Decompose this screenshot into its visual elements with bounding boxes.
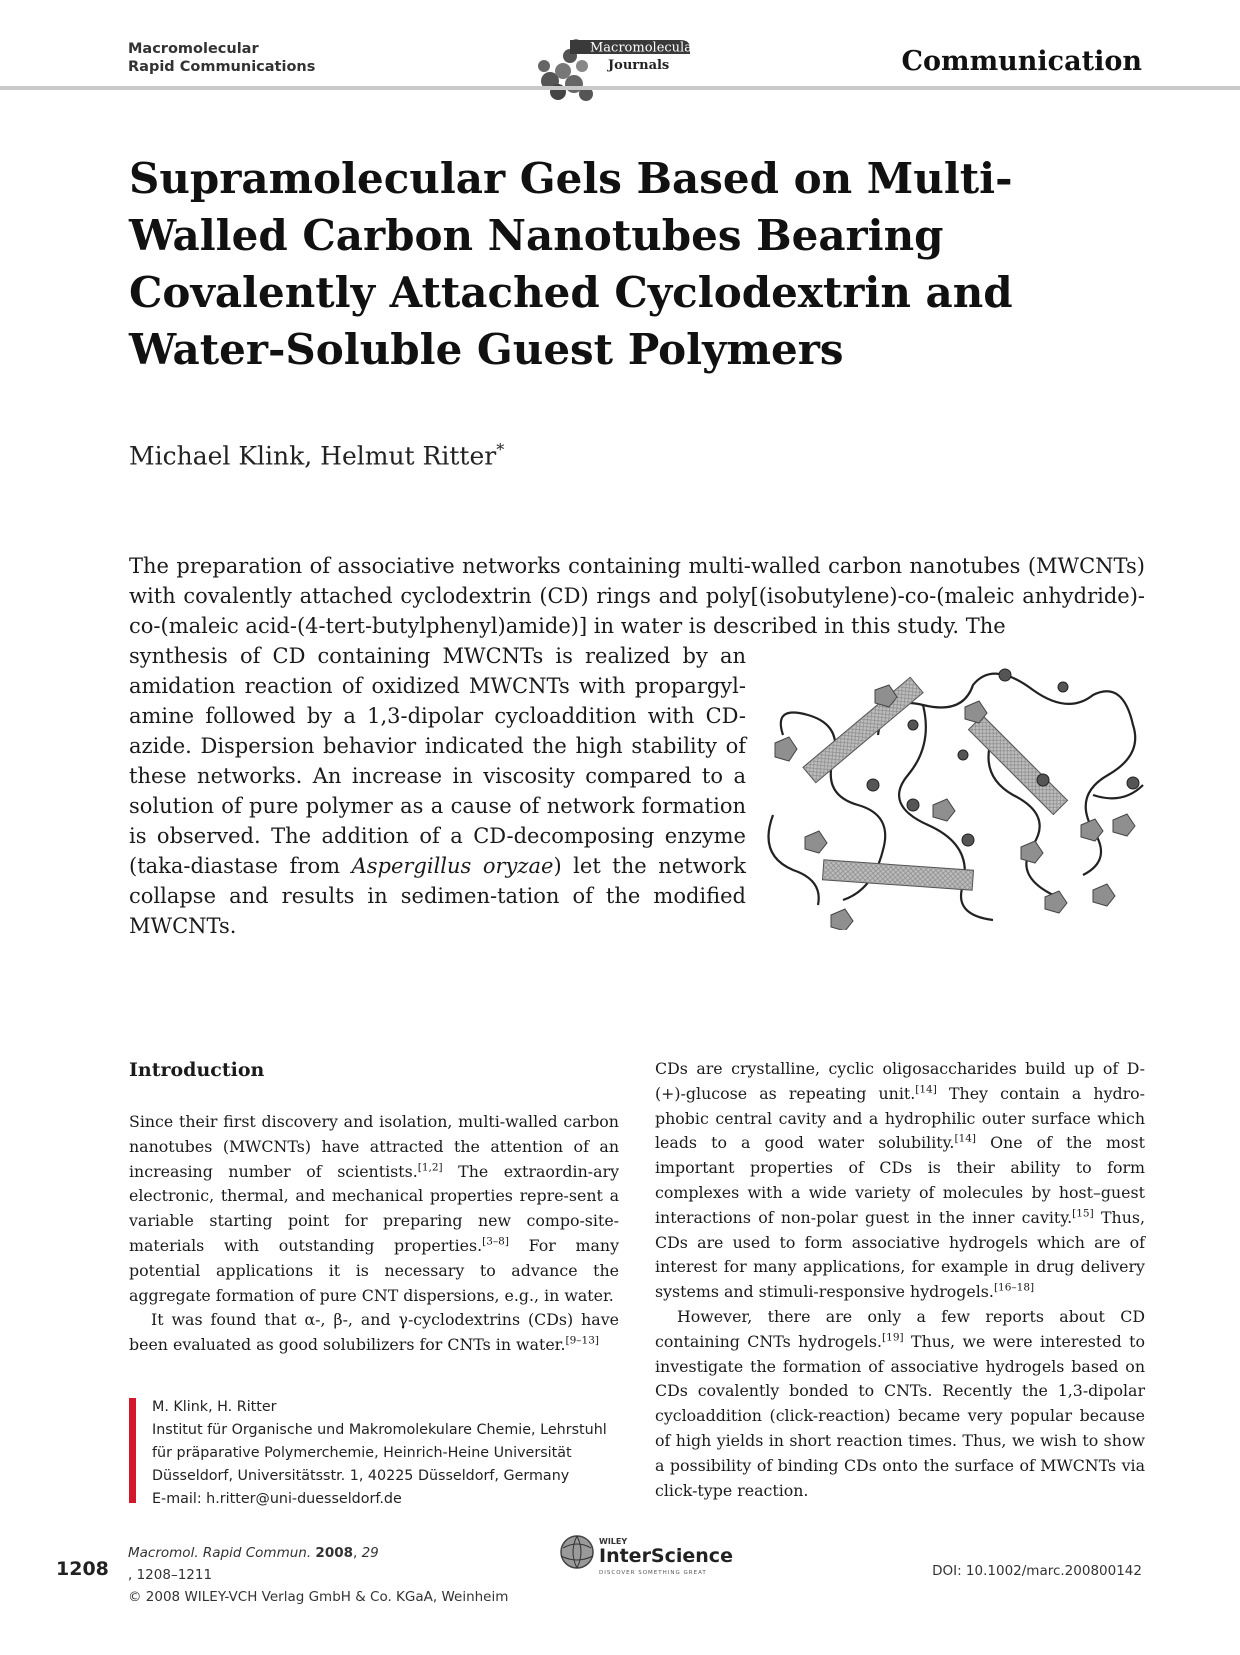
- footer-volume: 29: [361, 1545, 379, 1561]
- abstract-full-width: The preparation of associative networks containing multi-walled carbon nanotubes (MWCNTs) with covalently attached cyclodextrin (CD) rings and poly[(isobutylene)-co-(maleic anhydride)-co-(maleic acid-(4-tert-butylphenyl)amide)] in water is described in this study. The: [129, 554, 1145, 638]
- graphical-abstract-figure: [763, 665, 1158, 930]
- affiliation-line-2: für präparative Polymerchemie, Heinrich-Heine Universität: [152, 1445, 572, 1461]
- intro-p2-text: It was found that α-, β-, and γ-cyclodextrins (CDs) have been evaluated as good solubilizers for CNTs in water.: [129, 1310, 619, 1355]
- logo-text-line2: Journals: [608, 58, 670, 73]
- footer-pages: , 1208–1211: [128, 1567, 213, 1583]
- publisher-small: WILEY: [599, 1537, 628, 1546]
- publisher-tagline: DISCOVER SOMETHING GREAT: [599, 1570, 707, 1576]
- right-paragraph-2: [655, 1305, 1145, 1503]
- body-column-left: [129, 1057, 619, 1358]
- abstract-species: Aspergillus oryzae: [351, 854, 554, 878]
- abstract-beside-figure: [129, 641, 746, 941]
- section-heading-introduction: Introduction: [129, 1059, 265, 1081]
- citation-ref: [14]: [915, 1083, 937, 1096]
- body-column-right: [655, 1057, 1145, 1503]
- citation-ref: [14]: [954, 1133, 977, 1146]
- wiley-interscience-logo: [555, 1530, 765, 1578]
- section-label: Communication: [901, 46, 1142, 77]
- logo-text-line1: Macromolecular: [590, 40, 699, 56]
- footer-year: 2008: [315, 1545, 353, 1561]
- affiliation-line-1: Institut für Organische und Makromolekulare Chemie, Lehrstuhl: [152, 1422, 607, 1438]
- abstract-text-a: synthesis of CD containing MWCNTs is realized by an amidation reaction of oxidized MWCNTs with propargyl-amine followed by a 1,3-dipolar cycloaddition with CD-azide. Dispersion behavior indicated the high stability of these networks. An increase in viscosity compared to a solution of pure polymer as a cause of network formation is observed. The addition of a CD-decomposing enzyme (taka-diastase from: [129, 644, 746, 878]
- footer-citation-line: Macromol. Rapid Commun. 2008, 29 , 1208–1211: [128, 1542, 508, 1586]
- abstract-text-b: ) let the network collapse and results in sedimen-tation of the modified MWCNTs.: [129, 854, 747, 938]
- intro-p1-text-b: The extraordin-ary electronic, thermal, and mechanical properties repre-sent a variable starting point for preparing new compo-site-materials with outstanding properties.: [129, 1161, 620, 1255]
- citation-ref: [16–18]: [993, 1281, 1035, 1294]
- right-p2-text-a: However, there are only a few reports about CD containing CNTs hydrogels.: [655, 1306, 1145, 1351]
- footer-citation: [128, 1542, 508, 1608]
- right-paragraph-1: [655, 1057, 1145, 1305]
- intro-paragraph-1: [129, 1110, 619, 1308]
- journal-name-line2: Rapid Communications: [128, 59, 316, 75]
- intro-p1-text-c: For many potential applications it is necessary to advance the aggregate formation of pure CNT dispersions, e.g., in water.: [129, 1235, 619, 1305]
- page-number: 1208: [56, 1558, 109, 1580]
- right-p2-text-b: Thus, we were interested to investigate the formation of associative hydrogels based on CDs covalently bonded to CNTs. Recently the 1,3-dipolar cycloaddition (click-reaction) became very popular because of high yields in short reaction times. Thus, we wish to show a possibility of binding CDs onto the surface of MWCNTs via click-type reaction.: [655, 1331, 1145, 1500]
- right-p1-text-b: They contain a hydro-phobic central cavity and a hydrophilic outer surface which leads to a good water solubility.: [655, 1083, 1145, 1153]
- citation-ref: [9–13]: [565, 1334, 600, 1347]
- journal-name: [128, 40, 315, 76]
- article-authors: [129, 440, 504, 470]
- affiliation-line-3: Düsseldorf, Universitätsstr. 1, 40225 Düsseldorf, Germany: [152, 1468, 570, 1484]
- header-rule: [0, 86, 1240, 90]
- footer-copyright: © 2008 WILEY-VCH Verlag GmbH & Co. KGaA, Weinheim: [128, 1589, 509, 1605]
- macromolecular-journals-logo: [530, 26, 720, 106]
- affiliation-email[interactable]: E-mail: h.ritter@uni-duesseldorf.de: [152, 1491, 402, 1507]
- intro-p1-text-a: Since their first discovery and isolation, multi-walled carbon nanotubes (MWCNTs) have attracted the attention of an increasing number of scientists.: [129, 1112, 619, 1181]
- affiliation-names: M. Klink, H. Ritter: [152, 1399, 277, 1415]
- corresponding-author-mark: *: [496, 440, 505, 459]
- journal-name-line1: Macromolecular: [128, 41, 259, 57]
- doi[interactable]: DOI: 10.1002/marc.200800142: [932, 1563, 1142, 1579]
- publisher-brand: InterScience: [599, 1545, 733, 1567]
- globe-icon: [561, 1536, 593, 1568]
- author-names: Michael Klink, Helmut Ritter: [129, 441, 497, 471]
- article-title: Supramolecular Gels Based on Multi-Walled Carbon Nanotubes Bearing Covalently Attached Cyclodextrin and Water-Soluble Guest Polymers: [129, 154, 1013, 374]
- citation-ref: [15]: [1072, 1207, 1094, 1220]
- right-p1-text-c: One of the most important properties of CDs is their ability to form complexes with a wide variety of molecules by host–guest interactions of non-polar guest in the inner cavity.: [655, 1133, 1145, 1227]
- citation-ref: [1,2]: [417, 1161, 443, 1174]
- right-p1-text-d: Thus, CDs are used to form associative hydrogels which are of interest for many applications, for example in drug delivery systems and stimuli-responsive hydrogels.: [655, 1207, 1145, 1302]
- intro-paragraph-2: [129, 1308, 619, 1358]
- footer-journal-abbrev: Macromol. Rapid Commun.: [128, 1545, 312, 1561]
- right-p1-text-a: CDs are crystalline, cyclic oligosaccharides build up of D-(+)-glucose as repeating unit.: [655, 1059, 1145, 1103]
- affiliation-block: [152, 1396, 632, 1511]
- citation-ref: [19]: [882, 1331, 904, 1344]
- affiliation-accent-bar: [129, 1398, 136, 1503]
- citation-ref: [3–8]: [482, 1235, 509, 1248]
